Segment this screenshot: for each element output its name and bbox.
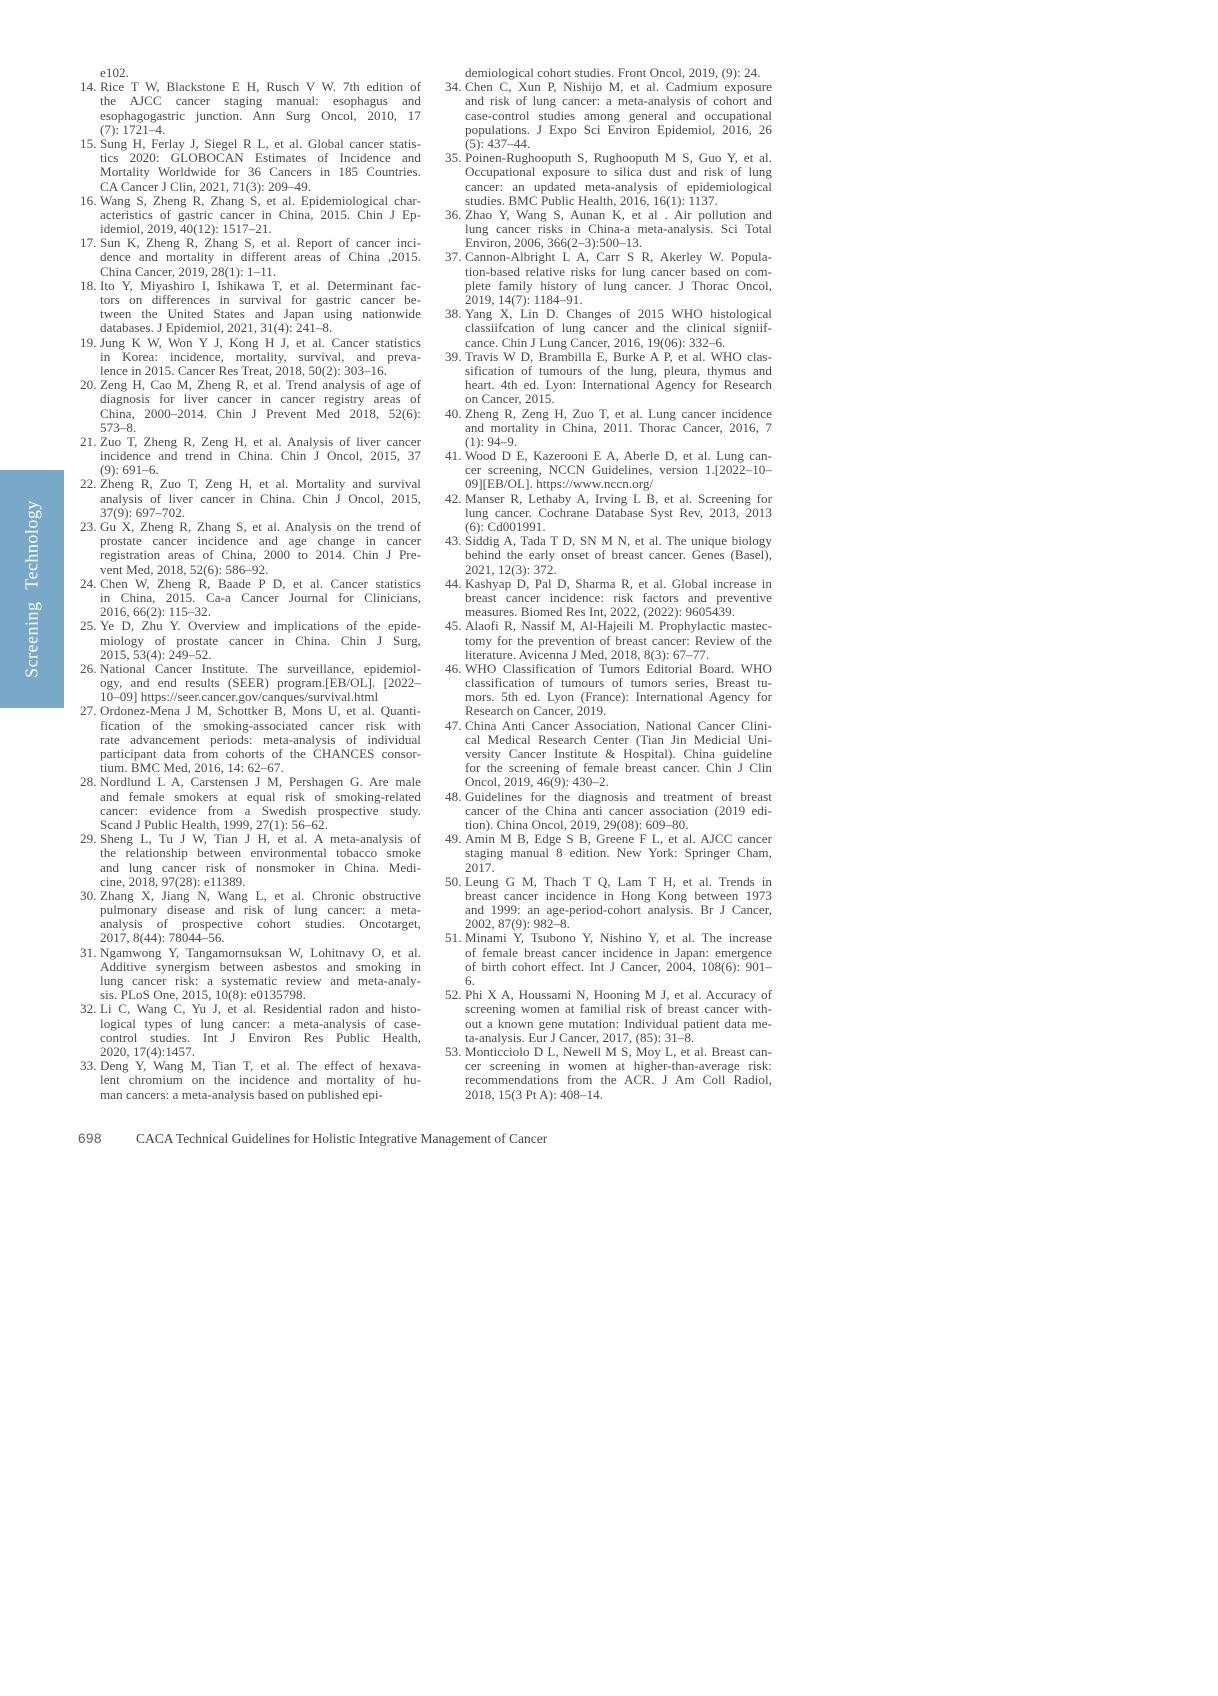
reference-line: logical types of lung cancer: a meta-analysis of case- xyxy=(100,1015,421,1031)
reference-line: of birth cohort effect. Int J Cancer, 2004, 108(6): 901– xyxy=(465,958,772,974)
reference-line: tium. BMC Med, 2016, 14: 62–67. xyxy=(100,760,284,776)
reference-line xyxy=(445,832,772,846)
reference-text: Monticciolo D L, Newell M S, Moy L, et al. Breast can- xyxy=(465,1043,772,1059)
reference-number: 48. xyxy=(445,788,462,804)
reference-number: 28. xyxy=(80,774,97,790)
reference-line: classification of tumours of tumors series, Breast tu- xyxy=(465,675,772,691)
reference-line: control studies. Int J Environ Res Public Health, xyxy=(100,1029,421,1045)
reference-item xyxy=(80,194,421,237)
reference-line: ogy, and end results (SEER) program.[EB/OL]. [2022– xyxy=(100,675,421,691)
page-footer xyxy=(78,1131,547,1147)
reference-text: Zhang X, Jiang N, Wang L, et al. Chronic obstructive xyxy=(100,887,421,903)
reference-line: registration areas of China, 2000 to 2014. Chin J Pre- xyxy=(100,547,421,563)
reference-line: lung cancer. Cochrane Database Syst Rev, 2013, 2013 xyxy=(465,504,772,520)
reference-number: 50. xyxy=(445,873,462,889)
reference-continuation-line: e102. xyxy=(100,65,129,80)
reference-line: Mortality Worldwide for 36 Cancers in 185 Countries. xyxy=(100,164,421,180)
reference-line: and risk of lung cancer: a meta-analysis of cohort and xyxy=(465,93,772,109)
reference-item xyxy=(445,80,772,151)
reference-number: 44. xyxy=(445,575,462,591)
reference-text: Rice T W, Blackstone E H, Rusch V W. 7th edition of xyxy=(100,79,421,95)
reference-line: breast cancer incidence in Hong Kong between 1973 xyxy=(465,887,772,903)
reference-number: 49. xyxy=(445,831,462,847)
reference-number: 38. xyxy=(445,306,462,322)
reference-item xyxy=(80,946,421,1003)
reference-text: Minami Y, Tsubono Y, Nishino Y, et al. The increase xyxy=(465,930,772,946)
reference-number: 24. xyxy=(80,575,97,591)
reference-text: Zeng H, Cao M, Zheng R, et al. Trend analysis of age of xyxy=(100,377,421,393)
reference-line xyxy=(80,520,421,534)
reference-item xyxy=(445,250,772,307)
reference-line: 6. xyxy=(465,973,475,988)
reference-line: 2019, 14(7): 1184–91. xyxy=(465,292,583,307)
reference-item xyxy=(80,378,421,435)
reference-line: Environ, 2006, 366(2–3):500–13. xyxy=(465,235,643,251)
reference-line: lung cancer risk: a systematic review and meta-analy- xyxy=(100,973,421,988)
reference-item xyxy=(80,236,421,279)
reference-text: Jung K W, Won Y J, Kong H J, et al. Cancer statistics xyxy=(100,334,421,350)
reference-line: of female breast cancer incidence in Japan: emergence xyxy=(465,944,772,960)
reference-line xyxy=(445,208,772,222)
reference-line: cer screening, NCCN Guidelines, version 1.[2022–10– xyxy=(465,462,772,478)
reference-line: mors. 5th ed. Lyon (France): International Agency for xyxy=(465,689,772,705)
reference-line: analysis of liver cancer in China. Chin J Oncol, 2015, xyxy=(100,490,421,506)
reference-line: recommendations from the ACR. J Am Coll Radiol, xyxy=(465,1072,772,1088)
reference-text: Chen C, Xun P, Nishijo M, et al. Cadmium exposure xyxy=(465,79,772,95)
reference-item xyxy=(80,662,421,705)
reference-line: China Cancer, 2019, 28(1): 1–11. xyxy=(100,263,277,279)
reference-line: and lung cancer risk of nonsmoker in China. Medi- xyxy=(100,859,421,875)
reference-item xyxy=(80,137,421,194)
reference-line: the relationship between environmental tobacco smoke xyxy=(100,845,421,861)
reference-number: 17. xyxy=(80,235,97,251)
reference-text: Chen W, Zheng R, Baade P D, et al. Cancer statistics xyxy=(100,575,421,591)
reference-line xyxy=(80,619,421,633)
reference-line: cancer: evidence from a Swedish prospective study. xyxy=(100,802,421,818)
reference-line xyxy=(445,719,772,733)
reference-number: 52. xyxy=(445,987,462,1003)
reference-number: 16. xyxy=(80,192,97,208)
reference-text: Yang X, Lin D. Changes of 2015 WHO histological xyxy=(465,306,772,322)
reference-number: 43. xyxy=(445,533,462,549)
reference-line: (5): 437–44. xyxy=(465,135,531,151)
reference-number: 47. xyxy=(445,717,462,733)
reference-item xyxy=(80,80,421,137)
reference-text: Deng Y, Wang M, Tian T, et al. The effect of hexava- xyxy=(100,1058,421,1074)
references-left-column xyxy=(80,66,421,1102)
reference-number: 53. xyxy=(445,1043,462,1059)
reference-line xyxy=(80,832,421,846)
reference-number: 37. xyxy=(445,249,462,265)
reference-line xyxy=(445,931,772,945)
reference-number: 42. xyxy=(445,490,462,506)
reference-line: 2020, 17(4):1457. xyxy=(100,1043,196,1059)
reference-line: sis. PLoS One, 2015, 10(8): e0135798. xyxy=(100,987,306,1003)
reference-line xyxy=(445,577,772,591)
reference-text: WHO Classification of Tumors Editorial Board. WHO xyxy=(465,660,772,676)
reference-line xyxy=(80,477,421,491)
reference-line xyxy=(80,662,421,676)
reference-line: tween the United States and Japan using nationwide xyxy=(100,306,421,322)
reference-line: in Korea: incidence, mortality, survival, and preva- xyxy=(100,348,421,364)
reference-line: sification of tumours of the lung, pleura, thymus and xyxy=(465,362,772,378)
reference-line xyxy=(445,534,772,548)
reference-text: Sung H, Ferlay J, Siegel R L, et al. Global cancer statis- xyxy=(100,135,421,151)
reference-line: heart. 4th ed. Lyon: International Agency for Research xyxy=(465,377,772,393)
reference-number: 51. xyxy=(445,930,462,946)
reference-line: versity Cancer Institute & Hospital). China guideline xyxy=(465,746,772,761)
reference-number: 30. xyxy=(80,887,97,903)
reference-line: out a known gene mutation: Individual patient data me- xyxy=(465,1015,772,1031)
reference-item xyxy=(445,449,772,492)
reference-line xyxy=(80,378,421,392)
reference-line: (1): 94–9. xyxy=(465,433,518,449)
reference-line: analysis of prospective cohort studies. Oncotarget, xyxy=(100,916,421,932)
reference-line: cancer of the China anti cancer association (2019 edi- xyxy=(465,802,772,818)
reference-item xyxy=(445,988,772,1045)
reference-line: measures. Biomed Res Int, 2022, (2022): 9605439. xyxy=(465,604,736,620)
reference-line: tion-based relative risks for lung cancer based on com- xyxy=(465,263,772,279)
reference-item xyxy=(445,307,772,350)
reference-line: 2002, 87(9): 982–8. xyxy=(465,916,570,932)
reference-text: Travis W D, Brambilla E, Burke A P, et al. WHO clas- xyxy=(465,348,772,364)
reference-line xyxy=(80,1002,421,1016)
reference-line: the AJCC cancer staging manual: esophagus and xyxy=(100,93,421,109)
reference-line: (9): 691–6. xyxy=(100,462,159,478)
reference-line: lence in 2015. Cancer Res Treat, 2018, 50(2): 303–16. xyxy=(100,362,388,378)
reference-item xyxy=(445,208,772,251)
reference-line: incidence and trend in China. Chin J Oncol, 2015, 37 xyxy=(100,448,421,464)
reference-number: 39. xyxy=(445,348,462,364)
reference-text: Ngamwong Y, Tangamornsuksan W, Lohitnavy O, et al. xyxy=(100,944,421,960)
reference-line: plete family history of lung cancer. J Thorac Oncol, xyxy=(465,277,772,293)
reference-line: on Cancer, 2015. xyxy=(465,391,555,407)
reference-item xyxy=(80,775,421,832)
reference-line: and mortality in China, 2011. Thorac Cancer, 2016, 7 xyxy=(465,419,772,435)
reference-line: studies. BMC Public Health, 2016, 16(1): 1137. xyxy=(465,192,718,208)
reference-line: breast cancer incidence: risk factors and preventive xyxy=(465,589,772,605)
reference-item xyxy=(80,619,421,662)
reference-number: 20. xyxy=(80,377,97,393)
reference-item xyxy=(445,1045,772,1102)
reference-line xyxy=(445,662,772,676)
reference-number: 35. xyxy=(445,150,462,166)
reference-number: 22. xyxy=(80,476,97,492)
reference-text: Manser R, Lethaby A, Irving L B, et al. Screening for xyxy=(465,490,772,506)
reference-text: Zheng R, Zuo T, Zeng H, et al. Mortality and survival xyxy=(100,476,421,492)
reference-number: 33. xyxy=(80,1058,97,1074)
reference-text: Gu X, Zheng R, Zhang S, et al. Analysis on the trend of xyxy=(100,519,421,534)
reference-number: 18. xyxy=(80,277,97,293)
reference-line: screening women at familial risk of breast cancer with- xyxy=(465,1001,772,1017)
reference-text: Wang S, Zheng R, Zhang S, et al. Epidemiological char- xyxy=(100,192,421,208)
reference-line xyxy=(80,704,421,718)
reference-item xyxy=(80,1059,421,1102)
reference-text: National Cancer Institute. The surveillance, epidemiol- xyxy=(100,660,421,676)
reference-line: cal Medical Research Center (Tian Jin Medicial Uni- xyxy=(465,731,772,747)
reference-line: CA Cancer J Clin, 2021, 71(3): 209–49. xyxy=(100,178,312,194)
reference-text: Ordonez-Mena J M, Schottker B, Mons U, et al. Quanti- xyxy=(100,703,421,719)
reference-line: classiifcation of lung cancer and the clinical signiif- xyxy=(465,320,772,336)
reference-text: Sheng L, Tu J W, Tian J H, et al. A meta-analysis of xyxy=(100,831,421,847)
reference-text: Siddig A, Tada T D, SN M N, et al. The unique biology xyxy=(465,533,772,549)
reference-line xyxy=(80,279,421,293)
reference-item xyxy=(445,719,772,790)
reference-line: databases. J Epidemiol, 2021, 31(4): 241–8. xyxy=(100,320,333,336)
reference-item xyxy=(445,619,772,662)
reference-text: Ye D, Zhu Y. Overview and implications of the epide- xyxy=(100,618,421,634)
reference-line xyxy=(445,492,772,506)
reference-text: Sun K, Zheng R, Zhang S, et al. Report of cancer inci- xyxy=(100,235,421,251)
reference-line xyxy=(80,946,421,960)
reference-line xyxy=(445,1045,772,1059)
reference-number: 19. xyxy=(80,334,97,350)
reference-line: literature. Avicenna J Med, 2018, 8(3): 67–77. xyxy=(465,646,710,662)
reference-line xyxy=(80,775,421,789)
reference-number: 26. xyxy=(80,660,97,676)
reference-item xyxy=(445,350,772,407)
references-right-column xyxy=(445,66,772,1102)
reference-item xyxy=(80,1002,421,1059)
reference-line xyxy=(445,619,772,633)
reference-text: Kashyap D, Pal D, Sharma R, et al. Global increase in xyxy=(465,575,772,591)
reference-text: Zheng R, Zeng H, Zuo T, et al. Lung cancer incidence xyxy=(465,405,772,421)
reference-line: (7): 1721–4. xyxy=(100,121,166,137)
reference-line: lent chromium on the incidence and mortality of hu- xyxy=(100,1072,421,1088)
reference-line: prostate cancer incidence and age change in cancer xyxy=(100,533,421,549)
reference-line xyxy=(80,889,421,903)
reference-text: Amin M B, Edge S B, Greene F L, et al. AJCC cancer xyxy=(465,831,772,847)
reference-line: populations. J Expo Sci Environ Epidemiol, 2016, 26 xyxy=(465,121,772,137)
reference-number: 46. xyxy=(445,660,462,676)
reference-item xyxy=(445,832,772,875)
reference-line: Additive synergism between asbestos and smoking in xyxy=(100,958,421,974)
reference-line: and female smokers at equal risk of smoking-related xyxy=(100,788,421,804)
reference-item xyxy=(80,704,421,775)
reference-line: tomy for the prevention of breast cancer: Review of the xyxy=(465,632,772,648)
reference-text: Zuo T, Zheng R, Zeng H, et al. Analysis of liver cancer xyxy=(100,433,421,449)
reference-line: rate advancement periods: meta-analysis of individual xyxy=(100,731,421,747)
reference-number: 23. xyxy=(80,519,97,534)
reference-text: Nordlund L A, Carstensen J M, Pershagen G. Are male xyxy=(100,774,421,790)
reference-line: fication of the smoking-associated cancer risk with xyxy=(100,717,421,733)
reference-item xyxy=(80,279,421,336)
reference-number: 14. xyxy=(80,79,97,95)
reference-text: Poinen-Rughooputh S, Rughooputh M S, Guo Y, et al. xyxy=(465,150,772,166)
reference-line: staging manual 8 edition. New York: Springer Cham, xyxy=(465,845,772,861)
reference-item xyxy=(80,435,421,478)
reference-line: cance. Chin J Lung Cancer, 2016, 19(06): 332–6. xyxy=(465,334,726,350)
reference-item xyxy=(445,577,772,620)
reference-line: tics 2020: GLOBOCAN Estimates of Incidence and xyxy=(100,150,421,166)
reference-line: in China, 2015. Ca-a Cancer Journal for Clinicians, xyxy=(100,589,421,605)
reference-item xyxy=(445,407,772,450)
reference-text: Alaofi R, Nassif M, Al-Hajeili M. Prophylactic mastec- xyxy=(465,618,772,634)
reference-line: 2018, 15(3 Pt A): 408–14. xyxy=(465,1086,604,1102)
reference-item xyxy=(445,662,772,719)
reference-number: 15. xyxy=(80,135,97,151)
reference-number: 29. xyxy=(80,831,97,847)
reference-line: cine, 2018, 97(28): e11389. xyxy=(100,873,246,889)
reference-line: 2015, 53(4): 249–52. xyxy=(100,646,212,662)
reference-line: lung cancer risks in China-a meta-analysis. Sci Total xyxy=(465,221,772,237)
reference-line: case-control studies among general and occupational xyxy=(465,107,772,123)
reference-item xyxy=(445,492,772,535)
reference-line: tors on differences in survival for gastric cancer be- xyxy=(100,292,421,307)
reference-line xyxy=(445,80,772,94)
reference-number: 27. xyxy=(80,703,97,719)
reference-line xyxy=(80,336,421,350)
reference-text: China Anti Cancer Association, National Cancer Clini- xyxy=(465,717,772,733)
reference-line xyxy=(445,988,772,1002)
reference-line: Scand J Public Health, 1999, 27(1): 56–62. xyxy=(100,816,328,832)
reference-line: 2017, 8(44): 78044–56. xyxy=(100,930,225,946)
reference-item xyxy=(445,790,772,833)
reference-line: tion). China Oncol, 2019, 29(08): 609–80. xyxy=(465,816,689,832)
reference-number: 41. xyxy=(445,448,462,464)
reference-text: Leung G M, Thach T Q, Lam T H, et al. Trends in xyxy=(465,873,772,889)
reference-number: 21. xyxy=(80,433,97,449)
reference-line: 10–09] https://seer.cancer.gov/canques/survival.html xyxy=(100,689,379,705)
reference-line: behind the early onset of breast cancer. Genes (Basel), xyxy=(465,547,772,563)
reference-number: 36. xyxy=(445,206,462,222)
reference-line: miology of prostate cancer in China. Chin J Surg, xyxy=(100,632,421,648)
reference-line: diagnosis for liver cancer in cancer registry areas of xyxy=(100,391,421,407)
reference-line: esophagogastric junction. Ann Surg Oncol, 2010, 17 xyxy=(100,107,421,123)
reference-text: Cannon-Albright L A, Carr S R, Akerley W. Popula- xyxy=(465,249,772,265)
reference-line: 2017. xyxy=(465,859,495,875)
reference-line xyxy=(445,151,772,165)
reference-number: 34. xyxy=(445,79,462,95)
reference-line: 2021, 12(3): 372. xyxy=(465,561,557,577)
reference-item xyxy=(80,889,421,946)
reference-line: China, 2000–2014. Chin J Prevent Med 2018, 52(6): xyxy=(100,405,421,421)
reference-line: 37(9): 697–702. xyxy=(100,504,186,520)
reference-item xyxy=(80,832,421,889)
reference-line xyxy=(445,875,772,889)
footer-book-title: CACA Technical Guidelines for Holistic Integrative Management of Cancer xyxy=(136,1131,548,1146)
reference-item xyxy=(445,534,772,577)
reference-line xyxy=(80,194,421,208)
reference-line xyxy=(80,236,421,250)
reference-line xyxy=(445,350,772,364)
sidebar-tab-label: Screening Technology xyxy=(21,500,42,678)
reference-number: 25. xyxy=(80,618,97,634)
footer-page-number: 698 xyxy=(78,1131,103,1146)
reference-line: 573–8. xyxy=(100,419,137,435)
reference-line: cer screening in women at higher-than-average risk: xyxy=(465,1058,772,1074)
reference-line: 2016, 66(2): 115–32. xyxy=(100,604,212,620)
reference-number: 31. xyxy=(80,944,97,960)
reference-continuation-line: demiological cohort studies. Front Oncol, 2019, (9): 24. xyxy=(465,65,761,80)
reference-text: Wood D E, Kazerooni E A, Aberle D, et al. Lung can- xyxy=(465,448,772,464)
reference-item xyxy=(445,931,772,988)
reference-line: Research on Cancer, 2019. xyxy=(465,703,607,719)
reference-line xyxy=(445,307,772,321)
reference-item xyxy=(80,477,421,520)
reference-line: cancer: an updated meta-analysis of epidemiological xyxy=(465,178,772,194)
reference-number: 32. xyxy=(80,1001,97,1017)
sidebar-tab xyxy=(0,470,64,708)
reference-item xyxy=(445,875,772,932)
reference-line xyxy=(445,449,772,463)
reference-line xyxy=(80,577,421,591)
reference-line xyxy=(80,1059,421,1073)
reference-text: Li C, Wang C, Yu J, et al. Residential radon and histo- xyxy=(100,1001,421,1017)
reference-line xyxy=(445,250,772,264)
reference-text: Ito Y, Miyashiro I, Ishikawa T, et al. Determinant fac- xyxy=(100,277,421,293)
reference-line: Occupational exposure to silica dust and risk of lung xyxy=(465,164,772,180)
reference-line xyxy=(80,435,421,449)
reference-text: Guidelines for the diagnosis and treatment of breast xyxy=(465,788,772,804)
reference-line xyxy=(80,80,421,94)
reference-line: (6): Cd001991. xyxy=(465,519,546,534)
reference-line: dence and mortality in different areas of China ,2015. xyxy=(100,249,421,265)
reference-line xyxy=(80,137,421,151)
reference-line: ta-analysis. Eur J Cancer, 2017, (85): 31–8. xyxy=(465,1029,695,1045)
reference-item xyxy=(80,520,421,577)
reference-line: idemiol, 2019, 40(12): 1517–21. xyxy=(100,221,272,237)
reference-number: 40. xyxy=(445,405,462,421)
reference-text: Zhao Y, Wang S, Aunan K, et al . Air pollution and xyxy=(465,206,772,222)
reference-line: vent Med, 2018, 52(6): 586–92. xyxy=(100,561,269,577)
reference-item xyxy=(80,336,421,379)
reference-line: for the screening of female breast cancer. Chin J Clin xyxy=(465,760,772,776)
reference-line: and 1999: an age-period-cohort analysis. Br J Cancer, xyxy=(465,902,772,918)
reference-item xyxy=(445,151,772,208)
reference-line: participant data from cohorts of the CHANCES consor- xyxy=(100,746,421,761)
reference-line: Oncol, 2019, 46(9): 430–2. xyxy=(465,774,609,790)
reference-text: Phi X A, Houssami N, Hooning M J, et al. Accuracy of xyxy=(465,987,772,1003)
reference-number: 45. xyxy=(445,618,462,634)
reference-line: 09][EB/OL]. https://www.nccn.org/ xyxy=(465,476,654,492)
reference-line xyxy=(445,407,772,421)
reference-line: pulmonary disease and risk of lung cancer: a meta- xyxy=(100,902,421,918)
reference-line: man cancers: a meta-analysis based on published epi- xyxy=(100,1086,383,1102)
reference-line xyxy=(445,790,772,804)
reference-item xyxy=(80,577,421,620)
reference-line: acteristics of gastric cancer in China, 2015. Chin J Ep- xyxy=(100,206,421,222)
